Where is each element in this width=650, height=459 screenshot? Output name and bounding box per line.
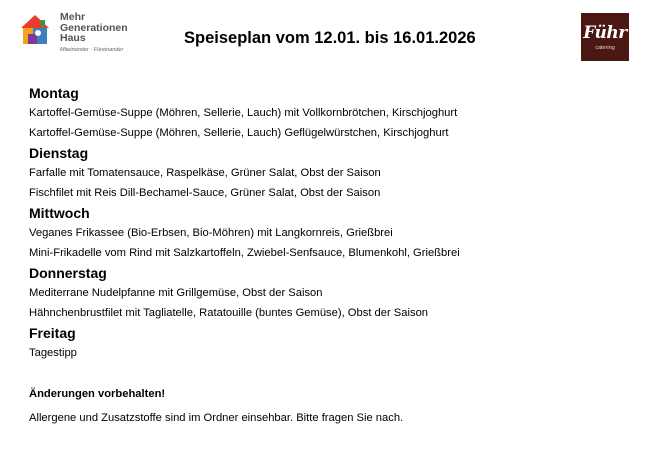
day-block-montag [29,83,639,143]
logo-tagline: Miteinander · Füreinander [60,46,124,53]
mehrgenerationenhaus-logo [18,12,138,52]
logo-line-3: Haus [60,32,86,44]
meal-item: Fischfilet mit Reis Dill-Bechamel-Sauce, Grüner Salat, Obst der Saison [29,187,381,199]
house-logo-icon [18,12,56,48]
allergens-note: Allergene und Zusatzstoffe sind im Ordner einsehbar. Bitte fragen Sie nach. [29,412,404,424]
day-block-mittwoch [29,203,639,263]
day-heading: Freitag [29,325,76,341]
meal-item: Farfalle mit Tomatensauce, Raspelkäse, Grüner Salat, Obst der Saison [29,167,381,179]
meal-item: Mini-Frikadelle vom Rind mit Salzkartoffeln, Zwiebel-Senfsauce, Blumenkohl, Grießbrei [29,247,460,259]
meal-item: Hähnchenbrustfilet mit Tagliatelle, Ratatouille (buntes Gemüse), Obst der Saison [29,307,429,319]
day-heading: Dienstag [29,145,89,161]
menu-list [29,83,639,363]
meal-item: Kartoffel-Gemüse-Suppe (Möhren, Sellerie, Lauch) Geflügelwürstchen, Kirschjoghurt [29,127,449,139]
day-block-dienstag [29,143,639,203]
day-heading: Montag [29,85,79,101]
meal-item: Kartoffel-Gemüse-Suppe (Möhren, Sellerie, Lauch) mit Vollkornbrötchen, Kirschjoghurt [29,107,458,119]
day-heading: Mittwoch [29,205,90,221]
logo-line-1: Mehr [60,11,86,23]
day-block-freitag [29,323,639,363]
page-title: Speiseplan vom 12.01. bis 16.01.2026 [184,29,476,47]
meal-item: Mediterrane Nudelpfanne mit Grillgemüse, Obst der Saison [29,287,323,299]
fuehr-catering-logo [581,13,629,61]
changes-note: Änderungen vorbehalten! [29,388,166,400]
logo-brand: Führ [583,23,627,43]
meal-item: Tagestipp [29,347,77,359]
day-heading: Donnerstag [29,265,107,281]
logo-line-2: Generationen [60,21,128,34]
logo-sub: catering [595,45,615,51]
day-block-donnerstag [29,263,639,323]
meal-item: Veganes Frikassee (Bio-Erbsen, Bio-Möhren) mit Langkornreis, Grießbrei [29,227,393,239]
